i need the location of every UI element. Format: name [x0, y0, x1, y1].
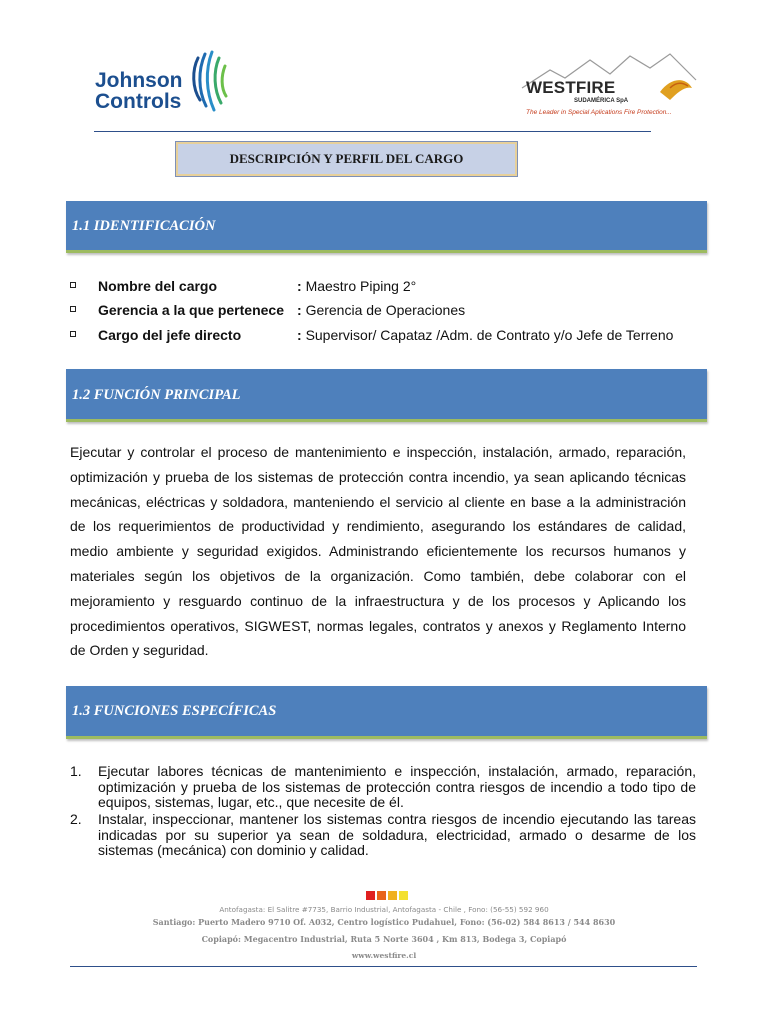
- list-number: 1.: [70, 763, 82, 779]
- square-bullet-icon: [70, 306, 76, 312]
- square-bullet-icon: [70, 331, 76, 337]
- section-funcion-principal-bar: [66, 369, 707, 422]
- list-item-text: Ejecutar labores técnicas de mantenimiento e inspección, instalación, armado, reparación, optimización y prueba de los sistemas de protección contra riesgos de incendio a todo tipo de equipos, sistemas, lugar, etc., que necesite de él.: [98, 763, 696, 810]
- section-funciones-especificas-bar: [66, 686, 707, 739]
- id-label: Nombre del cargo: [98, 278, 218, 294]
- johnson-controls-logo-icon: [188, 48, 232, 118]
- colon-separator: :: [297, 278, 302, 294]
- footer-square: [388, 891, 397, 900]
- id-value-text: Supervisor/ Capataz /Adm. de Contrato y/o Jefe de Terreno: [305, 327, 674, 343]
- footer-address-antofagasta: Antofagasta: El Salitre #7735, Barrio Industrial, Antofagasta - Chile , Fono: (56-55) 592 960: [219, 905, 549, 914]
- footer-square: [366, 891, 375, 900]
- westfire-logo: [520, 48, 698, 120]
- header-divider: [94, 131, 651, 132]
- document-title: DESCRIPCIÓN Y PERFIL DEL CARGO: [229, 151, 464, 166]
- footer-website-link[interactable]: www.westfire.cl: [351, 951, 417, 960]
- id-label: Gerencia a la que pertenece: [98, 302, 284, 318]
- colon-separator: :: [297, 327, 302, 343]
- section-funcion-principal-heading: 1.2 FUNCIÓN PRINCIPAL: [72, 387, 241, 403]
- id-label: Cargo del jefe directo: [98, 327, 242, 343]
- id-value-text: Gerencia de Operaciones: [305, 302, 466, 318]
- id-value: [297, 277, 416, 295]
- johnson-controls-logo-text: [95, 70, 183, 112]
- list-item-text: Instalar, inspeccionar, mantener los sistemas contra riesgos de incendio ejecutando las tareas indicadas por su superior ya sean de soldadura, electricidad, armado o desarme de los sistemas (mecánica) con dominio y calidad.: [98, 811, 696, 858]
- footer-square: [399, 891, 408, 900]
- section-identificacion-bar: [66, 201, 707, 253]
- section-identificacion-heading: 1.1 IDENTIFICACIÓN: [72, 218, 216, 234]
- footer-divider: [70, 966, 697, 967]
- westfire-name: WESTFIRE: [526, 78, 616, 97]
- list-number: 2.: [70, 811, 82, 827]
- footer-address-copiapo: Copiapó: Megacentro Industrial, Ruta 5 Norte 3604 , Km 813, Bodega 3, Copiapó: [201, 934, 567, 944]
- westfire-subtitle: SUDAMÉRICA SpA: [574, 98, 629, 104]
- id-value: [297, 301, 465, 319]
- footer-color-squares: [366, 891, 408, 900]
- square-bullet-icon: [70, 282, 76, 288]
- footer-address-santiago: Santiago: Puerto Madero 9710 Of. A032, Centro logístico Pudahuel, Fono: (56-02) 584 8613 / 544 8630: [152, 917, 616, 927]
- westfire-tagline: The Leader in Special Aplications Fire Protection...: [526, 109, 672, 116]
- footer-square: [377, 891, 386, 900]
- controls-logo-line2: Controls: [95, 90, 182, 113]
- colon-separator: :: [297, 302, 302, 318]
- id-value-text: Maestro Piping 2°: [305, 278, 417, 294]
- id-value: [297, 326, 673, 344]
- johnson-logo-line1: Johnson: [95, 69, 183, 92]
- section-funciones-especificas-heading: 1.3 FUNCIONES ESPECÍFICAS: [72, 703, 277, 719]
- funcion-principal-paragraph: Ejecutar y controlar el proceso de mantenimiento e inspección, instalación, armado, reparación, optimización y prueba de los sistemas de protección contra incendio, ya sean aplicando técnicas mecánicas, eléctricas y soldadora, manteniendo el servicio al cliente en base a la administración de los requerimientos de productividad y rendimiento, asegurando los estándares de calidad, medio ambiente y seguridad exigidos. Administrando eficientemente los recursos humanos y materiales según los objetivos de la organización. Como también, debe colaborar con el mejoramiento y resguardo continuo de la infraestructura y de los procesos y Aplicando los procedimientos operativos, SIGWEST, normas legales, contratos y anexos y Reglamento Interno de Orden y seguridad.: [70, 444, 686, 659]
